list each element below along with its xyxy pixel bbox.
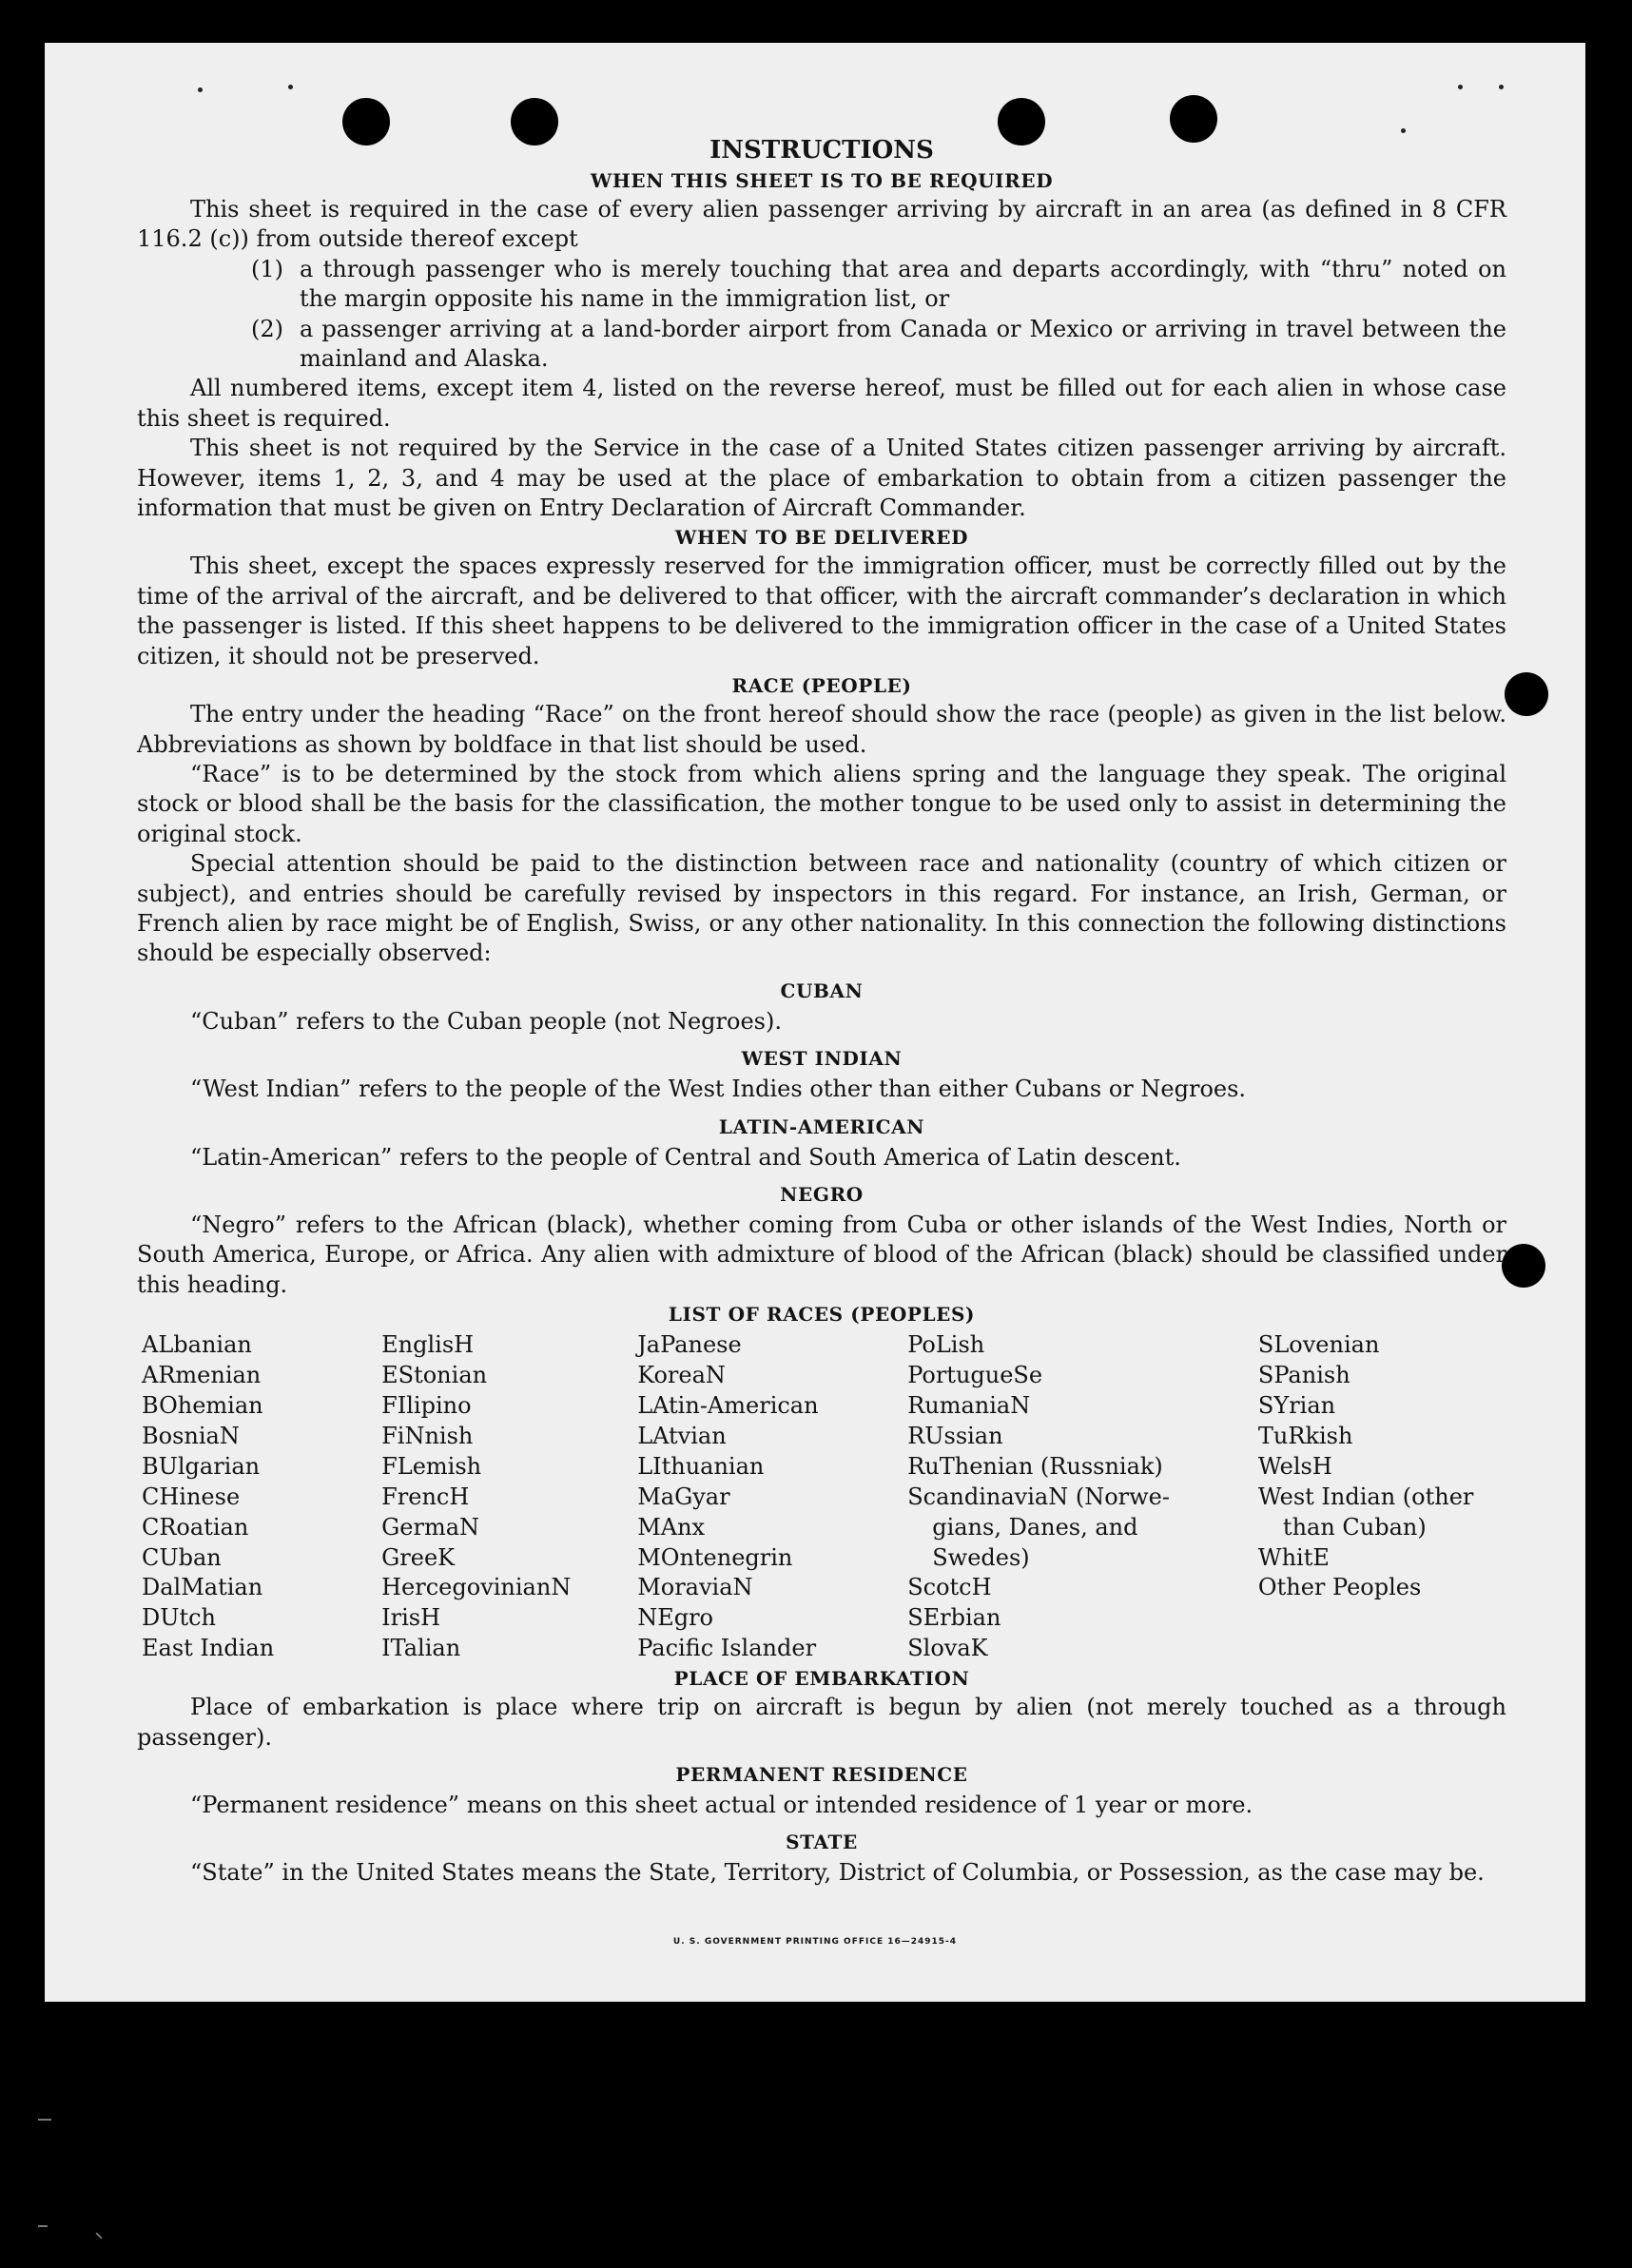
item-number: (1) (251, 255, 283, 282)
race-entry: MaGyar (637, 1483, 730, 1510)
paragraph: “West Indian” refers to the people of the West Indies other than either Cubans or Negroes. (190, 1076, 1247, 1103)
paragraph: The entry under the heading “Race” on the front hereof should show the race (people) as given in the list below. Abbreviations as shown by boldface in that list should be used. (137, 701, 1506, 758)
race-entry: NEgro (637, 1604, 713, 1632)
race-entry: SYrian (1257, 1392, 1336, 1419)
race-entry: ScandinaviaN (Norwe- (907, 1483, 1170, 1510)
race-entry: FrencH (381, 1483, 470, 1510)
race-entry: FIlipino (381, 1392, 472, 1419)
scan-mark (38, 2119, 51, 2121)
race-entry: gians, Danes, and (932, 1513, 1138, 1541)
race-entry: IrisH (381, 1604, 440, 1632)
section-heading: WHEN TO BE DELIVERED (674, 526, 969, 550)
race-entry: ScotcH (907, 1574, 992, 1601)
race-entry: MOntenegrin (637, 1543, 793, 1571)
paragraph: “Cuban” refers to the Cuban people (not Negroes). (190, 1007, 782, 1035)
race-entry: LAtin-American (637, 1392, 819, 1419)
race-entry: BUlgarian (142, 1452, 261, 1480)
race-entry: SErbian (907, 1604, 1001, 1632)
race-entry: SPanish (1257, 1362, 1350, 1389)
section-heading: NEGRO (780, 1182, 864, 1206)
race-entry: GreeK (381, 1543, 456, 1571)
section-heading: LATIN-AMERICAN (718, 1115, 925, 1138)
paragraph: This sheet, except the spaces expressly reserved for the immigration officer, must be correctly filled out by the time of the arrival of the aircraft, and be delivered to that officer, with the aircraft commander’s declaration in which the passenger is listed. If this sheet happens to be delivered to the immigration officer in the case of a United States citizen, it should not be preserved. (137, 552, 1506, 669)
speck (1458, 85, 1463, 89)
race-entry: LIthuanian (637, 1452, 765, 1480)
race-entry: CRoatian (142, 1513, 249, 1541)
section-heading: RACE (PEOPLE) (731, 674, 912, 698)
speck (288, 85, 293, 89)
paragraph: Special attention should be paid to the distinction between race and nationality (country of which citizen or subject), and entries should be carefully revised by inspectors in this regard. For instance, an Irish, German, or French alien by race might be of English, Swiss, or any other nationality. In this connection the following distinctions should be especially observed: (137, 850, 1506, 967)
section-heading: PLACE OF EMBARKATION (673, 1667, 970, 1691)
numbered-item (137, 315, 1506, 375)
section-heading: LIST OF RACES (PEOPLES) (668, 1303, 976, 1327)
race-entry: CUban (142, 1543, 222, 1571)
race-entry: RUssian (907, 1422, 1003, 1449)
race-entry: RuThenian (Russniak) (907, 1452, 1163, 1480)
paragraph: “Latin-American” refers to the people of Central and South America of Latin descent. (190, 1143, 1181, 1171)
race-entry: JaPanese (637, 1331, 742, 1359)
paragraph: This sheet is not required by the Service in the case of a United States citizen passenger arriving by aircraft. However, items 1, 2, 3, and 4 may be used at the place of embarkation to obtain from a citizen passenger the information that must be given on Entry Declaration of Aircraft Commander. (137, 435, 1506, 522)
speck (198, 87, 203, 92)
item-text: a passenger arriving at a land-border airport from Canada or Mexico or arriving in travel between the mainland and Alaska. (300, 315, 1506, 373)
page-title: INSTRUCTIONS (709, 136, 934, 165)
section-heading: PERMANENT RESIDENCE (675, 1762, 968, 1786)
paragraph: “Race” is to be determined by the stock from which aliens spring and the language they speak. The original stock or blood shall be the basis for the classification, the mother tongue to be used only to assist in determining the original stock. (137, 760, 1506, 847)
race-column (142, 1330, 381, 1664)
race-entry: than Cuban) (1282, 1513, 1427, 1541)
item-text: a through passenger who is merely touching that area and departs accordingly, with “thru” noted on the margin opposite his name in the immigration list, or (300, 255, 1506, 313)
race-entry: ALbanian (142, 1331, 252, 1359)
paragraph: This sheet is required in the case of every alien passenger arriving by aircraft in an area (as defined in 8 CFR 116.2 (c)) from outside thereof except (137, 196, 1506, 253)
race-entry: WelsH (1257, 1452, 1332, 1480)
numbered-item (137, 255, 1506, 315)
race-entry: CHinese (142, 1483, 241, 1510)
race-entry: SLovenian (1257, 1331, 1380, 1359)
paragraph: “Permanent residence” means on this sheet actual or intended residence of 1 year or more. (190, 1791, 1253, 1818)
race-entry: KoreaN (637, 1362, 726, 1389)
section-heading: WEST INDIAN (741, 1047, 903, 1071)
race-entry: Other Peoples (1257, 1574, 1422, 1601)
race-entry: RumaniaN (907, 1392, 1031, 1419)
section-heading: CUBAN (780, 979, 864, 1002)
race-entry: SlovaK (907, 1635, 988, 1662)
scan-mark (95, 2232, 102, 2239)
race-entry: Swedes) (932, 1543, 1030, 1571)
race-entry: GermaN (381, 1513, 480, 1541)
race-entry: DalMatian (142, 1574, 263, 1601)
paragraph: “State” in the United States means the State, Territory, District of Columbia, or Possession, as the case may be. (190, 1859, 1485, 1887)
race-column (907, 1330, 1258, 1664)
race-column (1258, 1330, 1506, 1664)
document-page (45, 43, 1585, 2002)
race-entry: WhitE (1257, 1543, 1330, 1571)
race-entry: West Indian (other (1257, 1483, 1474, 1510)
race-entry: TuRkish (1257, 1422, 1353, 1449)
race-entry: FiNnish (381, 1422, 474, 1449)
race-entry: HercegovinianN (381, 1574, 572, 1601)
speck (1499, 85, 1504, 89)
race-entry: PoLish (907, 1331, 985, 1359)
race-entry: East Indian (142, 1635, 275, 1662)
paragraph: Place of embarkation is place where trip on aircraft is begun by alien (not merely touched as a through passenger). (137, 1694, 1506, 1751)
instructions-content (137, 134, 1506, 1889)
race-entry: EnglisH (381, 1331, 475, 1359)
race-entry: BOhemian (142, 1392, 263, 1419)
race-entry: ITalian (381, 1635, 461, 1662)
race-entry: Pacific Islander (637, 1635, 817, 1662)
scan-mark (38, 2225, 48, 2227)
section-heading: WHEN THIS SHEET IS TO BE REQUIRED (590, 169, 1054, 192)
printing-office-footer: U. S. GOVERNMENT PRINTING OFFICE 16—24915-4 (672, 1937, 958, 1947)
race-column (381, 1330, 637, 1664)
speck (1401, 128, 1406, 133)
punch-hole (1505, 672, 1548, 716)
race-column (637, 1330, 907, 1664)
race-list (137, 1330, 1506, 1664)
race-entry: MAnx (637, 1513, 706, 1541)
section-heading: STATE (786, 1831, 858, 1854)
race-entry: PortugueSe (907, 1362, 1043, 1389)
punch-hole (1502, 1244, 1545, 1288)
race-entry: MoraviaN (637, 1574, 753, 1601)
race-entry: DUtch (142, 1604, 217, 1632)
race-entry: BosniaN (142, 1422, 240, 1449)
race-entry: EStonian (381, 1362, 488, 1389)
race-entry: ARmenian (142, 1362, 262, 1389)
race-entry: FLemish (381, 1452, 482, 1480)
item-number: (2) (251, 315, 283, 342)
race-entry: LAtvian (637, 1422, 727, 1449)
paragraph: All numbered items, except item 4, listed on the reverse hereof, must be filled out for each alien in whose case this sheet is required. (137, 375, 1506, 432)
paragraph: “Negro” refers to the African (black), whether coming from Cuba or other islands of the West Indies, North or South America, Europe, or Africa. Any alien with admixture of blood of the African (black) should be classified under this heading. (137, 1211, 1506, 1298)
